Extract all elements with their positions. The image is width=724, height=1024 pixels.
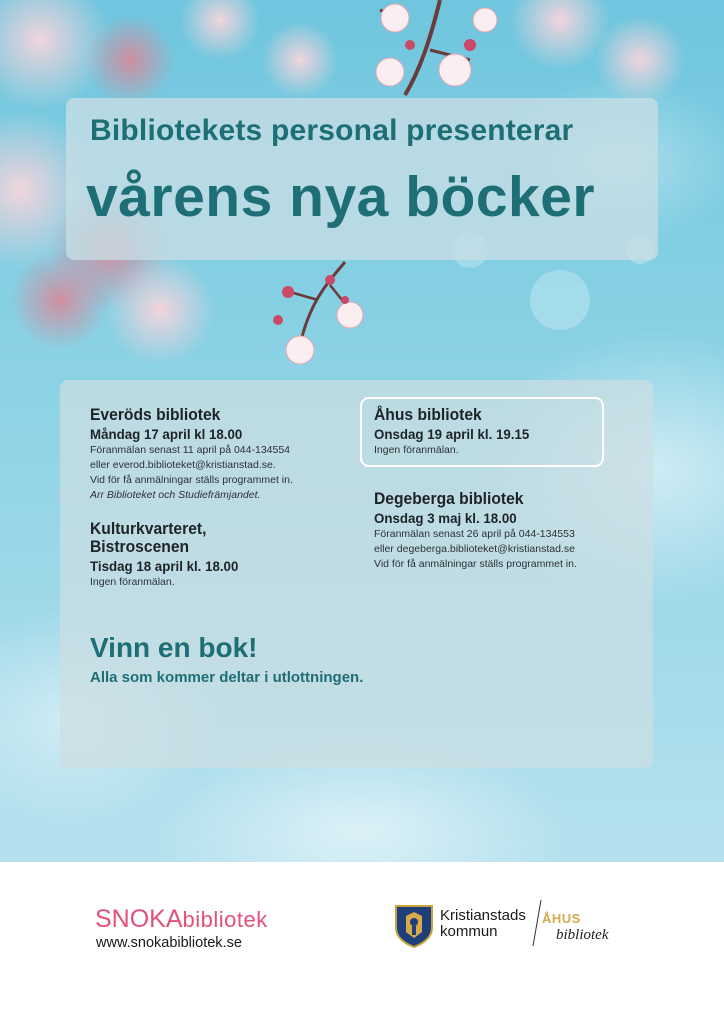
footer	[0, 862, 724, 1024]
event-note: Ingen föranmälan.	[90, 576, 175, 588]
event-note: Ingen föranmälan.	[374, 444, 459, 456]
event-note: eller degeberga.biblioteket@kristianstad.se	[374, 543, 575, 555]
event-everod	[90, 406, 293, 502]
contest-title: Vinn en bok!	[90, 632, 258, 663]
event-degeberga	[374, 490, 577, 571]
kommun-name: Kristianstads kommun	[440, 907, 526, 940]
snoka-logo	[95, 905, 268, 934]
ahus-logo-bottom: bibliotek	[556, 927, 609, 943]
title-line-2: vårens nya böcker	[86, 165, 596, 229]
event-note: Vid för få anmälningar ställs programmet in.	[374, 558, 577, 570]
event-name: Åhus bibliotek	[374, 405, 482, 424]
event-note: eller everod.biblioteket@kristianstad.se.	[90, 459, 276, 471]
snoka-logo-caps: SNOKA	[95, 905, 183, 933]
event-name: Kulturkvarteret, Bistroscenen	[90, 519, 207, 556]
snoka-logo-rest: bibliotek	[182, 907, 268, 932]
title-line-1: Bibliotekets personal presenterar	[90, 114, 574, 147]
event-name: Everöds bibliotek	[90, 405, 221, 424]
event-organizer: Arr Biblioteket och Studiefrämjandet.	[90, 489, 261, 501]
event-date: Måndag 17 april kl 18.00	[90, 426, 243, 442]
event-date: Tisdag 18 april kl. 18.00	[90, 558, 239, 574]
kristianstad-crest-icon	[394, 904, 434, 948]
snoka-url: www.snokabibliotek.se	[96, 935, 242, 951]
event-ahus	[374, 406, 537, 457]
event-note: Föranmälan senast 11 april på 044-134554	[90, 444, 291, 456]
event-note: Föranmälan senast 26 april på 044-134553	[374, 528, 575, 540]
event-date: Onsdag 19 april kl. 19.15	[374, 426, 530, 442]
contest-subtitle: Alla som kommer deltar i utlottningen.	[90, 669, 364, 686]
title-box	[66, 98, 658, 260]
event-date: Onsdag 3 maj kl. 18.00	[374, 510, 517, 526]
events-box	[60, 380, 653, 768]
event-kulturkvarteret	[90, 520, 246, 589]
ahus-logo-top: ÅHUS	[542, 911, 581, 926]
event-note: Vid för få anmälningar ställs programmet in.	[90, 474, 293, 486]
event-name: Degeberga bibliotek	[374, 489, 524, 508]
